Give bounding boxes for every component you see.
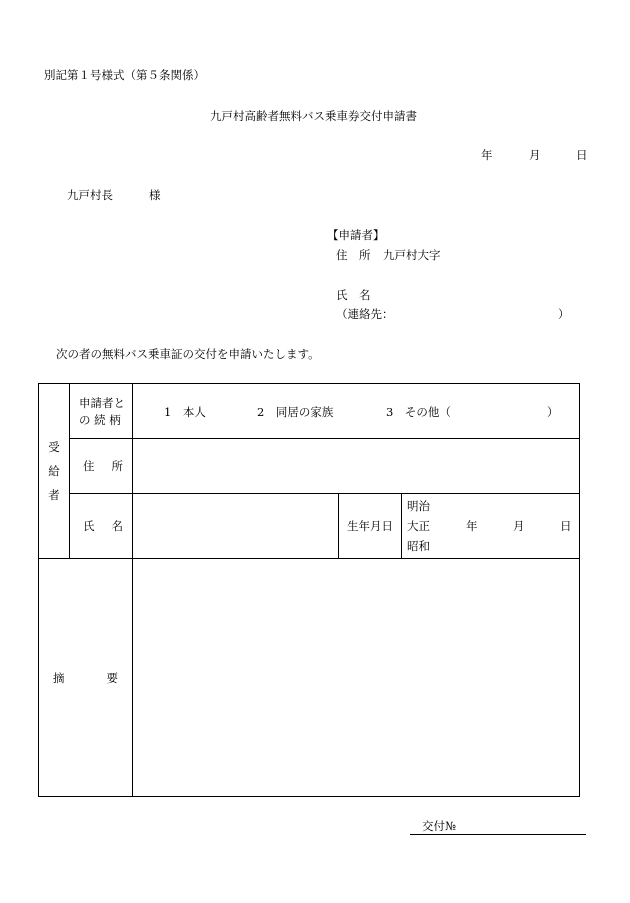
address-label xyxy=(70,439,133,494)
remarks-label-a: 摘 xyxy=(53,670,65,685)
era-showa: 昭和 xyxy=(407,538,430,553)
birth-field[interactable] xyxy=(402,494,580,559)
relation-label-line2: の 続 柄 xyxy=(79,412,121,427)
recipient-char-3: 者 xyxy=(48,488,60,502)
recipient-char-1: 受 xyxy=(48,440,60,454)
recipient-table xyxy=(38,383,580,797)
date-day-label: 日 xyxy=(576,148,588,162)
name-field[interactable] xyxy=(133,494,339,559)
birth-month-label: 月 xyxy=(513,518,525,533)
birth-year-label: 年 xyxy=(466,518,478,533)
remarks-field[interactable] xyxy=(133,559,580,797)
address-label-b: 所 xyxy=(111,459,123,473)
relation-label xyxy=(70,384,133,439)
name-label xyxy=(70,494,133,559)
addressee-name: 九戸村長 xyxy=(67,188,113,202)
birth-label: 生年月日 xyxy=(339,494,402,559)
relation-label-line1: 申請者と xyxy=(79,395,125,410)
relation-option-self[interactable]: 1 本人 xyxy=(164,404,206,419)
relation-option-family[interactable]: 2 同居の家族 xyxy=(257,404,334,419)
issue-number-label: 交付№ xyxy=(422,819,456,833)
applicant-address-label: 住 所 xyxy=(336,248,371,262)
relation-options[interactable] xyxy=(133,384,580,439)
applicant-contact-label: （連絡先： xyxy=(336,307,394,321)
issue-number-line[interactable] xyxy=(410,834,586,835)
date-year-label: 年 xyxy=(481,148,493,162)
addressee-honorific: 様 xyxy=(149,188,161,202)
relation-option-other[interactable]: 3 その他（ xyxy=(386,404,451,419)
birth-day-label: 日 xyxy=(560,518,572,533)
name-label-b: 名 xyxy=(111,519,123,533)
applicant-heading: 【申請者】 xyxy=(327,228,385,242)
name-label-a: 氏 xyxy=(83,519,95,533)
form-title: 九戸村高齢者無料バス乗車券交付申請書 xyxy=(210,109,417,123)
form-number: 別記第１号様式（第５条関係） xyxy=(44,68,205,82)
remarks-label xyxy=(39,559,133,797)
request-text: 次の者の無料バス乗車証の交付を申請いたします。 xyxy=(56,347,320,361)
date-month-label: 月 xyxy=(529,148,541,162)
applicant-name-label: 氏 名 xyxy=(336,288,371,302)
era-taisho: 大正 xyxy=(407,518,430,533)
remarks-label-b: 要 xyxy=(106,670,118,685)
recipient-vertical-label xyxy=(39,384,70,559)
address-label-a: 住 xyxy=(83,459,95,473)
applicant-address-value: 九戸村大字 xyxy=(383,248,441,262)
recipient-char-2: 給 xyxy=(48,464,60,478)
era-meiji: 明治 xyxy=(407,498,430,513)
address-field[interactable] xyxy=(133,439,580,494)
applicant-contact-close: ） xyxy=(558,307,570,321)
relation-option-other-close: ） xyxy=(547,404,559,419)
